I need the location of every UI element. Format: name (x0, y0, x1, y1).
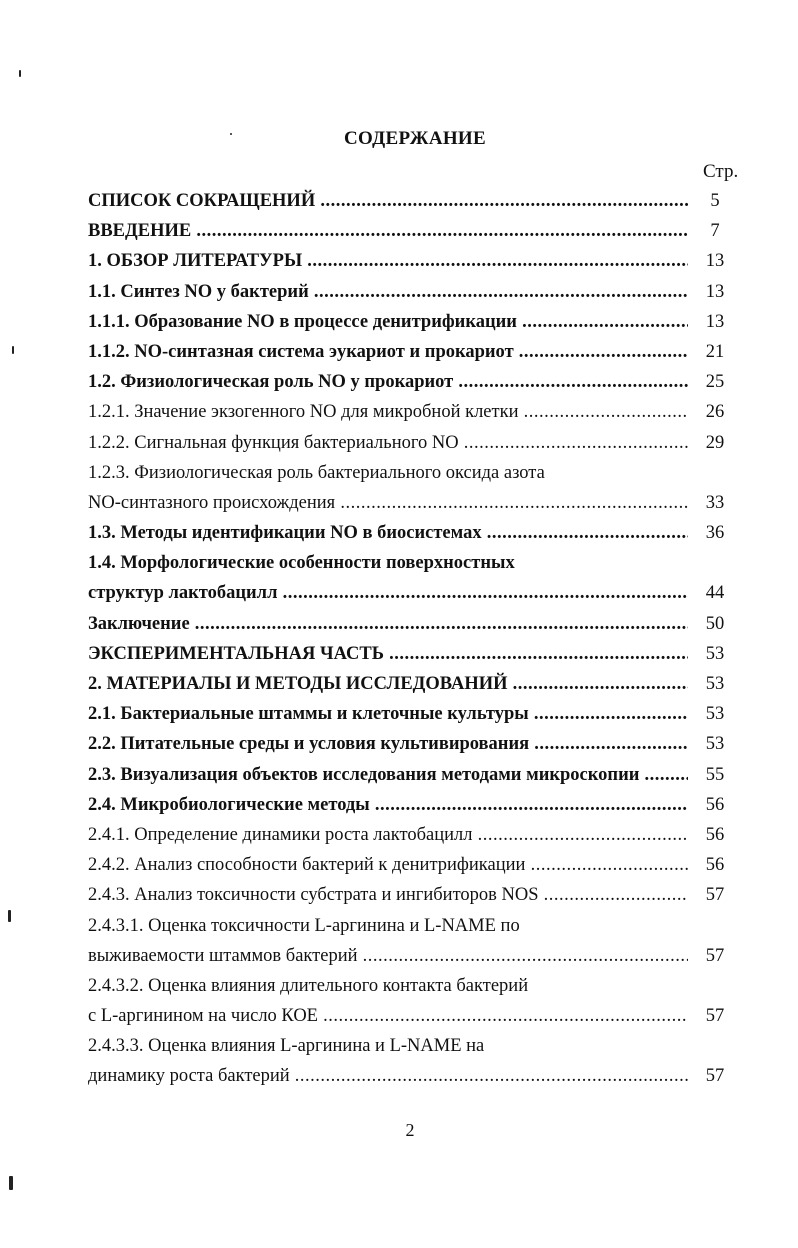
toc-entry-title: 2.4.2. Анализ способности бактерий к денитрификации (88, 855, 526, 876)
toc-entry-page: 21 (705, 341, 725, 362)
page-number: 2 (405, 1120, 415, 1140)
toc-entry (88, 1031, 748, 1061)
toc-entry (88, 1061, 748, 1091)
toc-entry (88, 820, 748, 850)
toc-entry-title: СПИСОК СОКРАЩЕНИЙ (88, 191, 316, 211)
toc-entry (88, 518, 748, 548)
toc-entry-page: 13 (705, 251, 725, 272)
toc-entry (88, 216, 748, 246)
toc-entry-page: 7 (710, 221, 720, 242)
toc-entry (88, 307, 748, 337)
toc-entry-title: 1. ОБЗОР ЛИТЕРАТУРЫ (88, 251, 303, 272)
toc-entry (88, 639, 748, 669)
toc-entry-title: 2.4.3.1. Оценка токсичности L-аргинина и L-NAME по (88, 915, 520, 936)
toc-entry-title: 2.1. Бактериальные штаммы и клеточные культуры (88, 704, 529, 725)
toc-entry (88, 760, 748, 790)
toc-entry (88, 397, 748, 427)
toc-entry-title: 2.3. Визуализация объектов исследования методами микроскопии (88, 764, 640, 785)
toc-entry (88, 790, 748, 820)
toc-entry-page: 33 (705, 492, 725, 513)
toc-entry-page: 57 (705, 945, 725, 966)
toc-entry (88, 246, 748, 276)
page-title: СОДЕРЖАНИЕ (344, 128, 486, 149)
toc-entry-title: 1.2. Физиологическая роль NO у прокариот (88, 372, 454, 393)
scan-speck (19, 70, 21, 77)
scan-speck (8, 910, 11, 922)
toc-entry-title: 1.4. Морфологические особенности поверхностных (88, 553, 515, 574)
toc-entry-title: 2.2. Питательные среды и условия культивирования (88, 734, 530, 755)
toc-entry (88, 911, 748, 941)
toc-entry-title: 2.4.3.3. Оценка влияния L-аргинина и L-NAME на (88, 1036, 485, 1057)
toc-entry-page: 56 (705, 855, 725, 876)
toc-entry-title: 1.2.3. Физиологическая роль бактериального оксида азота (88, 462, 545, 483)
toc-entry-title: Заключение (88, 613, 190, 634)
toc-entry-title: 1.1. Синтез NO у бактерий (88, 281, 309, 302)
toc-entry (88, 609, 748, 639)
toc-entry (88, 548, 748, 578)
toc-entry (88, 277, 748, 307)
toc-entry-page: 36 (705, 523, 725, 544)
toc-entry (88, 458, 748, 488)
toc-entry-page: 56 (705, 824, 725, 845)
toc-entry (88, 578, 748, 608)
scan-speck (9, 1176, 13, 1190)
toc-entry (88, 729, 748, 759)
toc-entry (88, 428, 748, 458)
page-column-label: Стр. (703, 161, 739, 182)
toc-entry (88, 880, 748, 910)
toc-entry-title: с L-аргинином на число КОЕ (88, 1006, 318, 1027)
toc-entry-title: выживаемости штаммов бактерий (88, 945, 358, 966)
table-of-contents (88, 186, 748, 1092)
toc-entry-title: NO-синтазного происхождения (88, 492, 336, 513)
toc-entry-page: 57 (705, 885, 725, 906)
toc-entry-title: 2.4. Микробиологические методы (88, 794, 370, 815)
toc-entry (88, 367, 748, 397)
toc-entry-title: структур лактобацилл (88, 583, 278, 604)
toc-entry-title: 1.1.1. Образование NO в процессе денитрификации (88, 311, 517, 332)
toc-entry (88, 669, 748, 699)
toc-entry-page: 56 (705, 794, 725, 815)
toc-entry-title: 1.1.2. NO-синтазная система эукариот и прокариот (88, 341, 514, 362)
toc-entry-title: динамику роста бактерий (88, 1066, 290, 1087)
scan-speck (230, 133, 232, 135)
toc-entry-page: 53 (705, 674, 725, 694)
toc-entry-page: 50 (705, 613, 725, 634)
toc-entry-page: 53 (705, 734, 725, 755)
toc-entry (88, 699, 748, 729)
toc-entry (88, 971, 748, 1001)
toc-entry (88, 1001, 748, 1031)
toc-entry-title: ВВЕДЕНИЕ (88, 221, 192, 242)
toc-entry (88, 488, 748, 518)
toc-entry-page: 26 (705, 402, 725, 423)
toc-entry-page: 13 (705, 311, 725, 332)
toc-entry-title: 1.2.2. Сигнальная функция бактериального NO (88, 432, 459, 453)
toc-entry-page: 57 (705, 1006, 725, 1027)
toc-entry (88, 941, 748, 971)
toc-entry-page: 57 (705, 1066, 725, 1087)
toc-entry-title: 2.4.3.2. Оценка влияния длительного контакта бактерий (88, 975, 529, 996)
toc-entry-page: 53 (705, 704, 725, 725)
toc-entry-title: 1.3. Методы идентификации NO в биосистемах (88, 523, 482, 544)
toc-entry-title: 1.2.1. Значение экзогенного NO для микробной клетки (88, 402, 519, 423)
toc-entry-title: 2. МАТЕРИАЛЫ И МЕТОДЫ ИССЛЕДОВАНИЙ (88, 674, 508, 694)
toc-entry-page: 44 (705, 583, 725, 604)
toc-entry-title: 2.4.1. Определение динамики роста лактобацилл (88, 824, 473, 845)
toc-entry-page: 25 (705, 372, 725, 393)
toc-entry (88, 850, 748, 880)
toc-entry-page: 13 (705, 281, 725, 302)
toc-entry-page: 5 (710, 191, 720, 211)
scan-speck (12, 346, 14, 354)
toc-entry-page: 29 (705, 432, 725, 453)
toc-entry (88, 337, 748, 367)
toc-entry-page: 55 (705, 764, 725, 785)
toc-entry (88, 186, 748, 216)
toc-entry-title: 2.4.3. Анализ токсичности субстрата и ингибиторов NOS (88, 885, 539, 906)
toc-entry-page: 53 (705, 643, 725, 664)
toc-entry-title: ЭКСПЕРИМЕНТАЛЬНАЯ ЧАСТЬ (88, 643, 384, 664)
